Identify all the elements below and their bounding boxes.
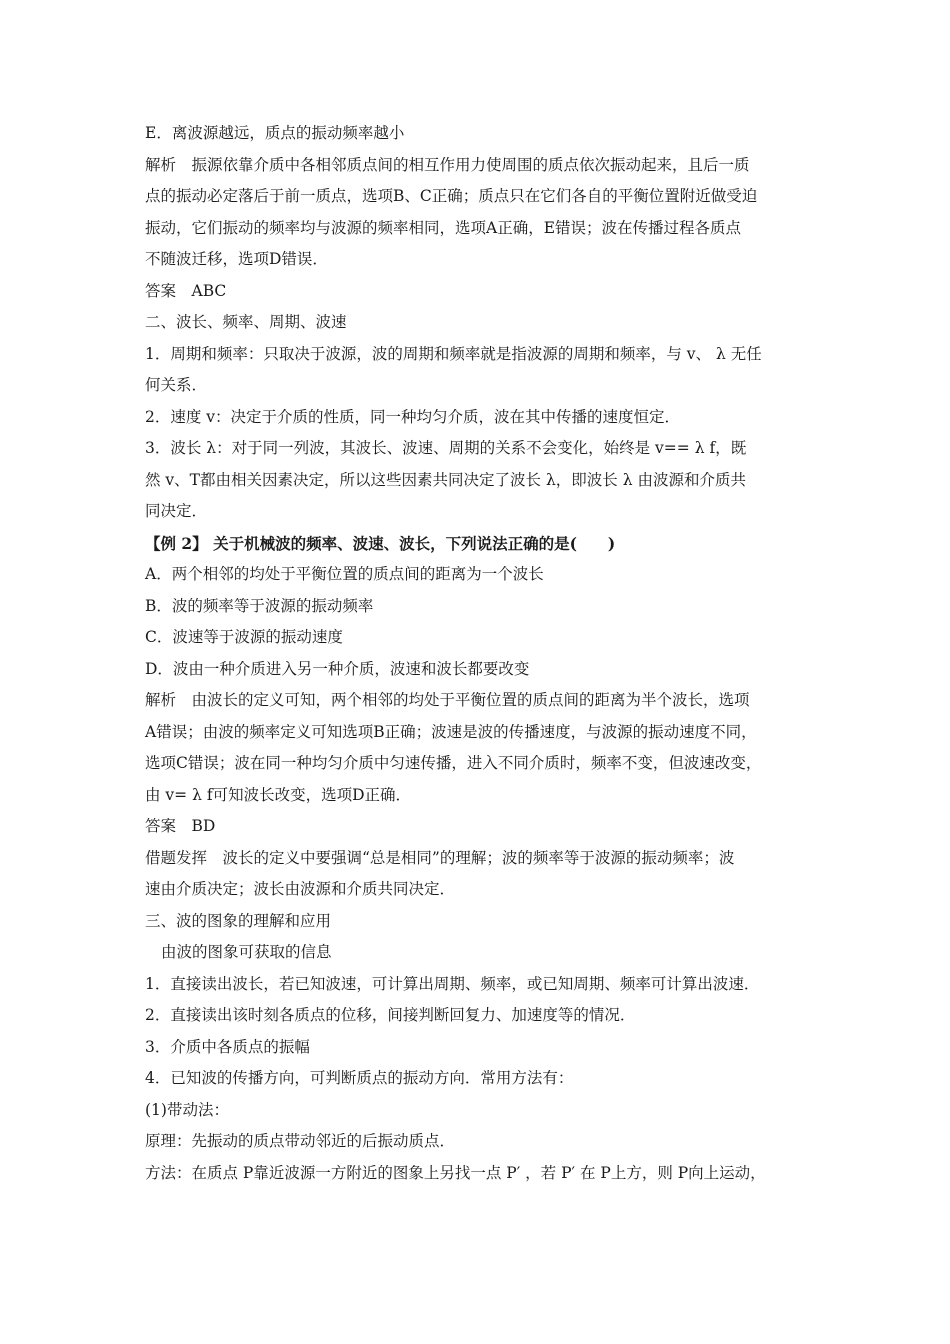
example-question: 【例 2】 关于机械波的频率、波速、波长，下列说法正确的是( ) (145, 533, 616, 553)
text-line: 选项C错误；波在同一种均匀介质中匀速传播，进入不同介质时，频率不变，但波速改变， (145, 754, 762, 772)
text-line: 振动，它们振动的频率均与波源的频率相同，选项A正确，E错误；波在传播过程各质点 (145, 218, 742, 237)
option-a: A．两个相邻的均处于平衡位置的质点间的距离为一个波长 (145, 565, 544, 583)
text-line: 原理：先振动的质点带动邻近的后振动质点． (145, 1132, 456, 1150)
text-line: 解析 振源依靠介质中各相邻质点间的相互作用力使周围的质点依次振动起来，且后一质 (145, 155, 750, 174)
text-line: 然 v、T都由相关因素决定，所以这些因素共同决定了波长 λ，即波长 λ 由波源和介质共 (145, 470, 746, 489)
text-line: 点的振动必定落后于前一质点，选项B、C正确；质点只在它们各自的平衡位置附近做受迫 (145, 187, 758, 205)
text-line: 2．速度 v：决定于介质的性质，同一种均匀介质，波在其中传播的速度恒定． (145, 407, 681, 426)
text-line: 1．周期和频率：只取决于波源，波的周期和频率就是指波源的周期和频率，与 v、 λ 无任 (145, 344, 762, 363)
text-line: 速由介质决定；波长由波源和介质共同决定． (145, 880, 456, 898)
text-line: 3．波长 λ：对于同一列波，其波长、波速、周期的关系不会变化，始终是 v== λ f，既 (145, 439, 747, 457)
text-line: 不随波迁移，选项D错误． (145, 250, 328, 268)
text-line: 2．直接读出该时刻各质点的位移，间接判断回复力、加速度等的情况． (145, 1006, 636, 1024)
text-line: 4．已知波的传播方向，可判断质点的振动方向．常用方法有： (145, 1069, 574, 1087)
text-line: (1)带动法： (145, 1100, 229, 1119)
section-heading: 二、波长、频率、周期、波速 (145, 313, 347, 331)
text-line: 解析 由波长的定义可知，两个相邻的均处于平衡位置的质点间的距离为半个波长，选项 (145, 691, 750, 709)
text-line: E．离波源越远，质点的振动频率越小 (145, 124, 405, 142)
document-body (145, 118, 815, 1189)
subheading: 由波的图象可获取的信息 (161, 943, 332, 961)
option-d: D．波由一种介质进入另一种介质，波速和波长都要改变 (145, 659, 530, 678)
text-line: 同决定． (145, 502, 208, 520)
answer-line: 答案 BD (145, 817, 216, 835)
text-line: 何关系． (145, 376, 208, 394)
section-heading: 三、波的图象的理解和应用 (145, 911, 332, 930)
text-line: A错误；由波的频率定义可知选项B正确；波速是波的传播速度，与波源的振动速度不同， (145, 722, 757, 741)
text-line: 方法：在质点 P靠近波源一方附近的图象上另找一点 P′ ，若 P′ 在 P上方，则 P向上运动， (145, 1163, 766, 1182)
option-c: C．波速等于波源的振动速度 (145, 628, 343, 646)
text-line: 3．介质中各质点的振幅 (145, 1037, 310, 1056)
answer-line: 答案 ABC (145, 281, 227, 300)
text-line: 1．直接读出波长，若已知波速，可计算出周期、频率，或已知周期、频率可计算出波速． (145, 974, 760, 993)
option-b: B．波的频率等于波源的振动频率 (145, 596, 374, 615)
text-line: 由 v= λ f可知波长改变，选项D正确． (145, 785, 412, 804)
text-line: 借题发挥 波长的定义中要强调“总是相同”的理解；波的频率等于波源的振动频率；波 (145, 848, 735, 867)
